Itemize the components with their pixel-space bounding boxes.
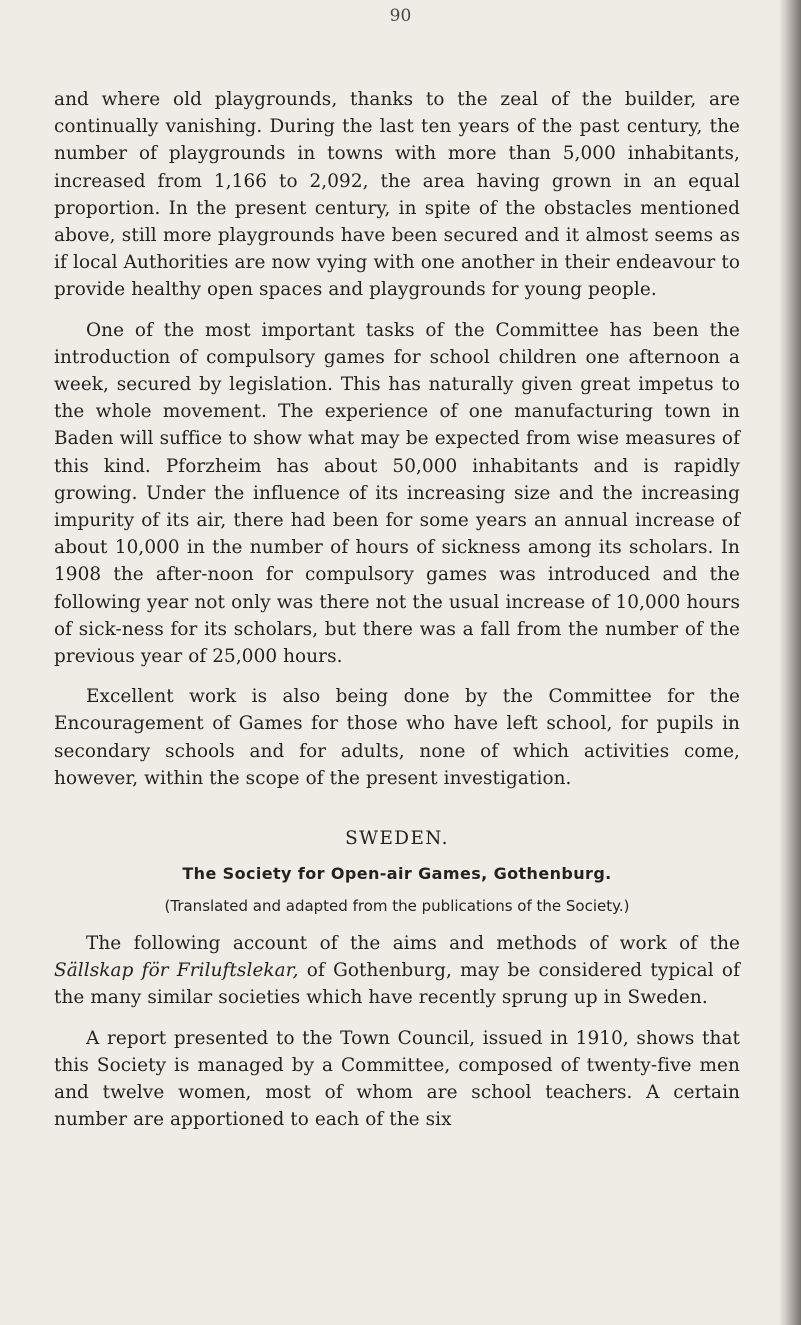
section-heading: SWEDEN. [345,828,449,850]
translation-note: (Translated and adapted from the publications of the Society.) [164,897,630,916]
society-name-italic: Sällskap för Friluftslekar, [54,960,299,982]
society-title: The Society for Open-air Games, Gothenburg. [182,864,612,884]
page-edge-shadow [779,0,801,1325]
paragraph-encouragement: Excellent work is also being done by the Committee for the Encouragement of Games for those who have left school, for pupils in secondary schools and for adults, none of which activities come, however, within the scope of the present investigation. [54,686,740,789]
paragraph-compulsory-games: One of the most important tasks of the Committee has been the introduction of compulsory games for school children one afternoon a week, secured by legislation. This has naturally given great impetus to the whole movement. The experience of one manufacturing town in Baden will suffice to show what may be expected from wise measures of this kind. Pforzheim has about 50,000 inhabitants and is rapidly growing. Under the influence of its increasing size and the increasing impurity of its air, there had been for some years an annual increase of about 10,000 in the number of hours of sickness among its scholars. In 1908 the after-noon for compulsory games was introduced and the following year not only was there not the usual increase of 10,000 hours of sick-ness for its scholars, but there was a fall from the number of the previous year of 25,000 hours. [54,319,740,668]
page-content [54,86,740,1134]
paragraph-continuation: and where old playgrounds, thanks to the zeal of the builder, are continually vanishing. During the last ten years of the past century, the number of playgrounds in towns with more than 5,000 inhabitants, increased from 1,166 to 2,092, the area having grown in an equal proportion. In the present century, in spite of the obstacles mentioned above, still more playgrounds have been secured and it almost seems as if local Authorities are now vying with one another in their endeavour to provide healthy open spaces and playgrounds for young people. [54,89,740,301]
page-number: 90 [389,6,412,26]
paragraph-society-account-after: of Gothenburg, may be considered typical of the many similar societies which have recently sprung up in Sweden. [54,960,740,1009]
paragraph-society-account [54,930,740,1012]
paragraph-report: A report presented to the Town Council, issued in 1910, shows that this Society is managed by a Committee, composed of twenty-five men and twelve women, most of whom are school teachers. A certain number are apportioned to each of the six [54,1027,740,1131]
paragraph-society-account-before: The following account of the aims and methods of work of the [86,933,740,955]
